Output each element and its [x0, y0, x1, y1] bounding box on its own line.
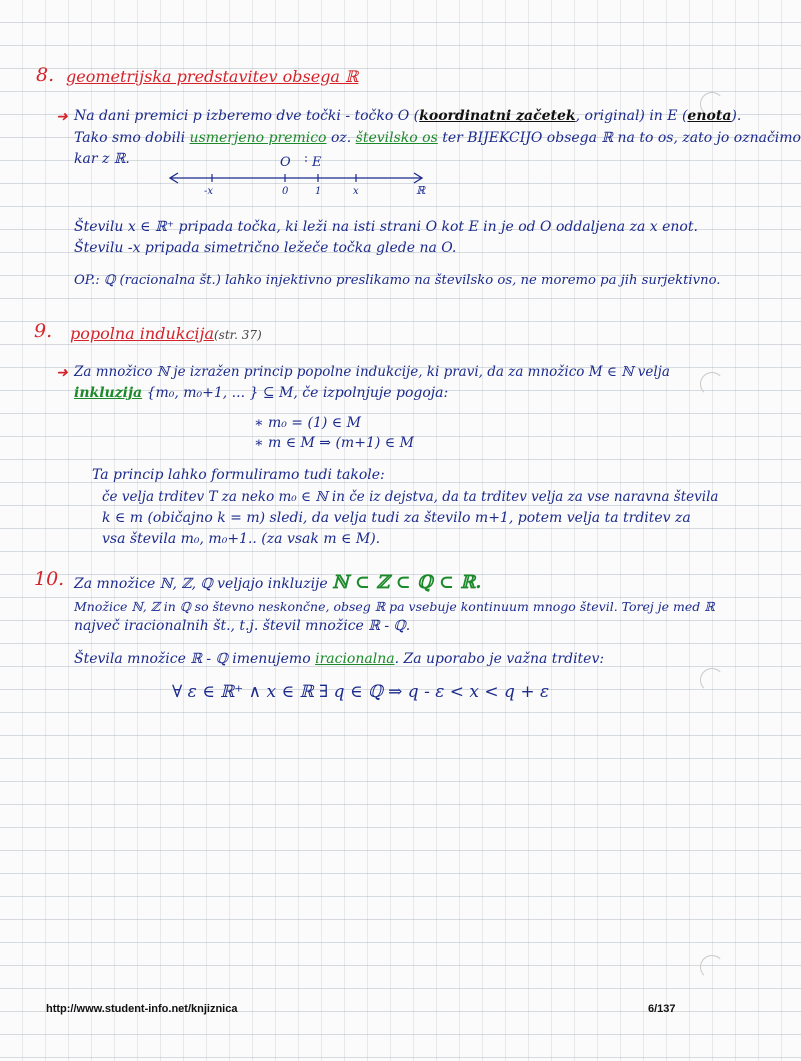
- section-10-number: 10.: [34, 568, 65, 590]
- s9-line-6: vsa števila m₀, m₀+1.. (za vsak m ∈ M).: [102, 531, 381, 547]
- section-9-reference: (str. 37): [214, 328, 262, 342]
- s10-line-2: Množice ℕ, ℤ in ℚ so števno neskončne, obseg ℝ pa vsebuje kontinuum mnogo števil. Torej je med ℝ: [74, 599, 715, 614]
- s9-line-2: inkluzija {m₀, m₀+1, ... } ⊆ M, če izpolnjuje pogoja:: [74, 385, 449, 401]
- s10-line-3: največ iracionalnih št., t.j. števil množice ℝ - ℚ.: [74, 618, 411, 634]
- condition-2: ∗ m ∈ M ⇒ (m+1) ∈ M: [254, 435, 414, 451]
- section-8-title: geometrijska predstavitev obsega ℝ: [66, 67, 359, 86]
- arrow-right-icon: ➜: [56, 365, 68, 381]
- binder-hole: [700, 372, 724, 396]
- s8-remark: OP.: ℚ (racionalna št.) lahko injektivno preslikamo na številsko os, ne moremo pa jih surjektivno.: [74, 273, 721, 288]
- label-neg-x: -x: [204, 186, 214, 197]
- footer-url[interactable]: http://www.student-info.net/knjiznica: [46, 1003, 238, 1015]
- label-E: E: [312, 155, 322, 170]
- label-R: ℝ: [416, 184, 426, 197]
- label-O: O: [280, 155, 291, 170]
- s8-line-5: Številu -x pripada simetrično ležeče točka glede na O.: [74, 240, 457, 256]
- density-formula: ∀ ε ∈ ℝ⁺ ∧ x ∈ ℝ ∃ q ∈ ℚ ⇒ q - ε < x < q + ε: [172, 682, 550, 702]
- s8-line-4: Številu x ∈ ℝ⁺ pripada točka, ki leži na isti strani O kot E in je od O oddaljena za x enot.: [74, 219, 698, 235]
- section-9-number: 9.: [34, 320, 53, 342]
- s8-line-3: kar z ℝ.: [74, 151, 130, 167]
- s8-line-1: Na dani premici p izberemo dve točki - točko O (koordinatni začetek, original) in E (enota).: [74, 108, 742, 124]
- arrow-right-icon: ➜: [56, 109, 68, 125]
- s9-line-1: Za množico ℕ je izražen princip popolne indukcije, ki pravi, da za množico M ∈ ℕ velja: [74, 364, 670, 380]
- s10-line-1: Za množice ℕ, ℤ, ℚ veljajo inkluzije ℕ ⊂ ℤ ⊂ ℚ ⊂ ℝ.: [74, 572, 482, 593]
- section-9-title: popolna indukcija: [70, 324, 215, 343]
- binder-hole: [700, 668, 724, 692]
- label-one: 1: [315, 186, 322, 197]
- number-line-diagram: [160, 150, 450, 200]
- s10-line-4: Števila množice ℝ - ℚ imenujemo iracionalna. Za uporabo je važna trditev:: [74, 651, 605, 667]
- s9-line-3: Ta princip lahko formuliramo tudi takole:: [92, 467, 385, 483]
- page-number: 6/137: [648, 1003, 676, 1015]
- section-8-number: 8.: [36, 64, 55, 86]
- condition-1: ∗ m₀ = (1) ∈ M: [254, 415, 361, 431]
- s9-line-5: k ∈ m (običajno k = m) sledi, da velja tudi za število m+1, potem velja ta trditev za: [102, 510, 691, 526]
- s9-line-4: če velja trditev T za neko m₀ ∈ ℕ in če iz dejstva, da ta trditev velja za vse naravna števila: [102, 489, 719, 505]
- s8-line-2: Tako smo dobili usmerjeno premico oz. številsko os ter BIJEKCIJO obsega ℝ na to os, zato jo označimo: [74, 130, 801, 146]
- label-x: x: [353, 186, 359, 197]
- label-zero: 0: [282, 186, 289, 197]
- binder-hole: [700, 955, 724, 979]
